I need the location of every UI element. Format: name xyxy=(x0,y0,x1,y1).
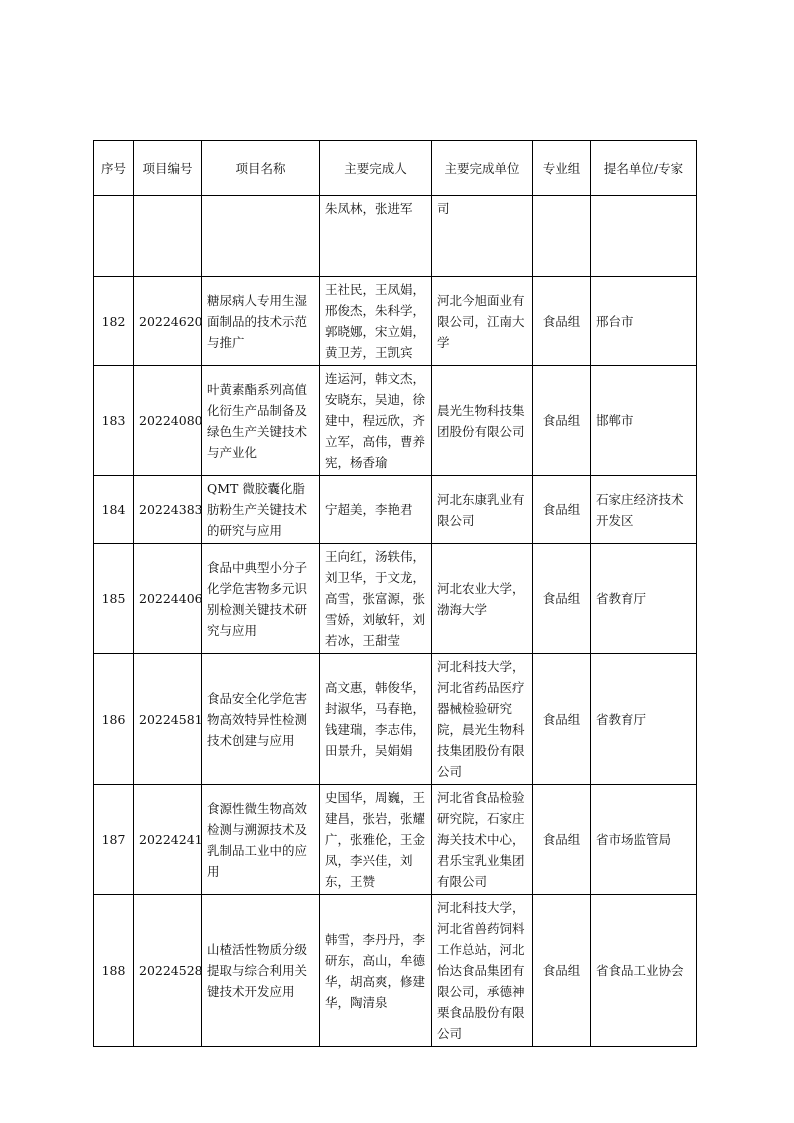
cell-code: 20224241 xyxy=(134,785,202,895)
cell-people: 韩雪，李丹丹，李研东，高山，牟德华，胡高爽，修建华，陶清泉 xyxy=(320,895,432,1047)
cell-num: 186 xyxy=(94,654,134,785)
col-header-nominator: 提名单位/专家 xyxy=(591,141,697,196)
cell-name: QMT 微胶囊化脂肪粉生产关键技术的研究与应用 xyxy=(202,476,320,544)
cell-name: 山楂活性物质分级提取与综合利用关键技术开发应用 xyxy=(202,895,320,1047)
cell-people: 王向红，汤轶伟，刘卫华，于文龙，高雪，张富源，张雪娇，刘敏轩，刘若冰，王甜莹 xyxy=(320,544,432,654)
col-header-unit: 主要完成单位 xyxy=(432,141,533,196)
cell-num: 187 xyxy=(94,785,134,895)
cell-unit: 河北科技大学，河北省兽药饲料工作总站，河北怡达食品集团有限公司，承德神栗食品股份有限公司 xyxy=(432,895,533,1047)
cell-unit: 河北今旭面业有限公司，江南大学 xyxy=(432,277,533,366)
cell-unit: 河北农业大学，渤海大学 xyxy=(432,544,533,654)
cell-nominator: 邯郸市 xyxy=(591,366,697,476)
cell-code: 20224620 xyxy=(134,277,202,366)
cell-code: 20224581 xyxy=(134,654,202,785)
cell-num: 185 xyxy=(94,544,134,654)
cell-group: 食品组 xyxy=(533,277,591,366)
cell-unit: 司 xyxy=(432,196,533,277)
table-row xyxy=(94,277,697,366)
cell-unit: 河北东康乳业有限公司 xyxy=(432,476,533,544)
cell-group: 食品组 xyxy=(533,544,591,654)
col-header-people: 主要完成人 xyxy=(320,141,432,196)
cell-num: 182 xyxy=(94,277,134,366)
cell-name: 叶黄素酯系列高值化衍生产品制备及绿色生产关键技术与产业化 xyxy=(202,366,320,476)
table-row xyxy=(94,785,697,895)
cell-code: 20224383 xyxy=(134,476,202,544)
awards-table xyxy=(93,140,697,1047)
cell-name: 食源性微生物高效检测与溯源技术及乳制品工业中的应用 xyxy=(202,785,320,895)
table-row xyxy=(94,544,697,654)
cell-group: 食品组 xyxy=(533,476,591,544)
cell-nominator: 石家庄经济技术开发区 xyxy=(591,476,697,544)
cell-people: 高文惠，韩俊华，封淑华，马春艳，钱建瑞，李志伟，田景升，吴娟娟 xyxy=(320,654,432,785)
cell-name xyxy=(202,196,320,277)
cell-group xyxy=(533,196,591,277)
cell-code xyxy=(134,196,202,277)
cell-num: 184 xyxy=(94,476,134,544)
cell-group: 食品组 xyxy=(533,895,591,1047)
cell-group: 食品组 xyxy=(533,785,591,895)
col-header-name: 项目名称 xyxy=(202,141,320,196)
cell-nominator: 邢台市 xyxy=(591,277,697,366)
col-header-num: 序号 xyxy=(94,141,134,196)
cell-name: 食品中典型小分子化学危害物多元识别检测关键技术研究与应用 xyxy=(202,544,320,654)
cell-num xyxy=(94,196,134,277)
table-row xyxy=(94,476,697,544)
cell-unit: 河北省食品检验研究院，石家庄海关技术中心，君乐宝乳业集团有限公司 xyxy=(432,785,533,895)
cell-num: 188 xyxy=(94,895,134,1047)
cell-unit: 晨光生物科技集团股份有限公司 xyxy=(432,366,533,476)
cell-people: 朱凤林，张进军 xyxy=(320,196,432,277)
cell-name: 糖尿病人专用生湿面制品的技术示范与推广 xyxy=(202,277,320,366)
table-row xyxy=(94,895,697,1047)
cell-num: 183 xyxy=(94,366,134,476)
col-header-code: 项目编号 xyxy=(134,141,202,196)
cell-group: 食品组 xyxy=(533,654,591,785)
table-row xyxy=(94,654,697,785)
cell-nominator: 省教育厅 xyxy=(591,544,697,654)
cell-people: 王社民，王凤娟，邢俊杰，朱科学，郭晓娜，宋立娟，黄卫芳，王凯宾 xyxy=(320,277,432,366)
cell-people: 史国华，周巍，王建昌，张岩，张耀广，张雅伦，王金凤，李兴佳，刘东，王赞 xyxy=(320,785,432,895)
cell-code: 20224080 xyxy=(134,366,202,476)
continuation-row xyxy=(94,196,697,277)
cell-code: 20224406 xyxy=(134,544,202,654)
cell-unit: 河北科技大学，河北省药品医疗器械检验研究院，晨光生物科技集团股份有限公司 xyxy=(432,654,533,785)
header-row xyxy=(94,141,697,196)
cell-nominator: 省市场监管局 xyxy=(591,785,697,895)
cell-people: 连运河，韩文杰，安晓东，吴迪，徐建中，程远欣，齐立军，高伟，曹养宪，杨香瑜 xyxy=(320,366,432,476)
cell-people: 宁超美，李艳君 xyxy=(320,476,432,544)
cell-nominator: 省教育厅 xyxy=(591,654,697,785)
cell-name: 食品安全化学危害物高效特异性检测技术创建与应用 xyxy=(202,654,320,785)
cell-nominator xyxy=(591,196,697,277)
table-row xyxy=(94,366,697,476)
cell-nominator: 省食品工业协会 xyxy=(591,895,697,1047)
cell-group: 食品组 xyxy=(533,366,591,476)
col-header-group: 专业组 xyxy=(533,141,591,196)
cell-code: 20224528 xyxy=(134,895,202,1047)
